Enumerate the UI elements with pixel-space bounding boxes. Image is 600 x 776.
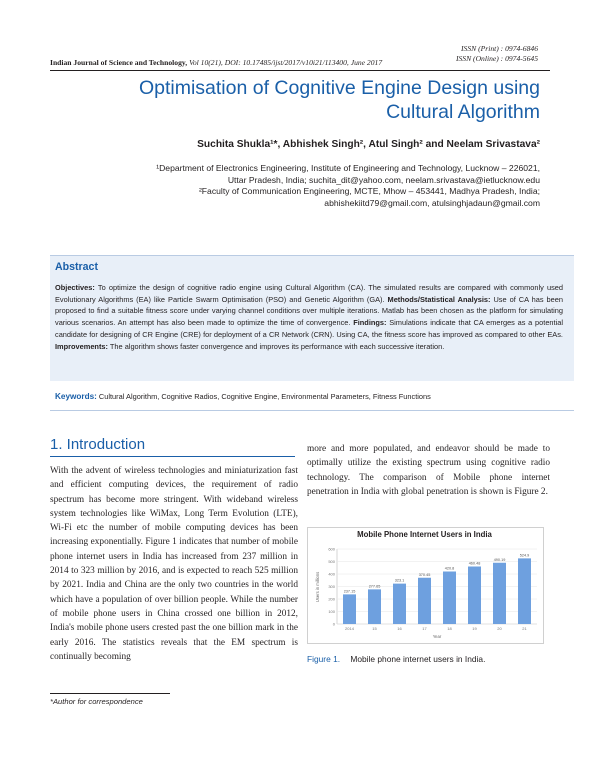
findings-label: Findings: bbox=[353, 318, 387, 328]
bar bbox=[468, 567, 481, 625]
keywords-text: Cultural Algorithm, Cognitive Radios, Cognitive Engine, Environmental Parameters, Fitness Functions bbox=[96, 392, 431, 401]
y-axis-title: Users in millions bbox=[315, 571, 320, 603]
footnote: *Author for correspondence bbox=[50, 697, 143, 706]
keywords-rule bbox=[50, 410, 574, 411]
bar bbox=[393, 584, 406, 624]
bar bbox=[443, 572, 456, 625]
methods-text: Use of CA has been proposed to find a suitable fitness score under varying channel conditions over multiple iterations. Matlab has been chosen as the platform for simulating various scenarios. An attempt has also been made to optimize the time of convergence. bbox=[55, 294, 563, 328]
y-tick-label: 500 bbox=[328, 558, 335, 564]
intro-paragraph-right: more and more populated, and endeavor should be made to optimally utilize the existing spectrum using cognitive radio technology. The comparison of Mobile phone internet penetration in India with global penetration is shown is Figure 2. bbox=[307, 444, 550, 497]
chart-title: Mobile Phone Internet Users in India bbox=[357, 530, 492, 539]
title-line-2: Cultural Algorithm bbox=[386, 101, 540, 123]
figure-caption bbox=[307, 654, 485, 664]
keywords bbox=[55, 392, 565, 401]
bar-data-label: 490.19 bbox=[493, 557, 506, 562]
x-tick-label: 17 bbox=[422, 626, 427, 631]
keywords-label: Keywords: bbox=[55, 392, 97, 401]
bar bbox=[518, 558, 531, 624]
issn-online: ISSN (Online) : 0974-5645 bbox=[455, 54, 538, 63]
author-list: Suchita Shukla¹*, Abhishek Singh², Atul Singh² and Neelam Srivastava² bbox=[197, 139, 540, 150]
abstract-heading: Abstract bbox=[55, 261, 98, 273]
y-tick-label: 200 bbox=[328, 596, 335, 602]
objectives-label: Objectives: bbox=[55, 283, 95, 292]
intro-paragraph-left: With the advent of wireless technologies and miniaturization fast and efficient computing devices, the requirement of radio spectrum has become more stringent. With wideband wireless system technologies like WiMax, Long Term Evolution (LTE), Wi-Fi etc the number of mobile computing devices has been increasing exponentially. Figure 1 indicates that number of mobile phone internet users in India has increased from 237 million in 2014 to 323 million by 2016, and is expected to reach 525 million by 2021. India and China are the only two countries in the world which have a population of over billion people. While the number of mobile phone users in China crossed one billion in 2012, India's mobile phone users crested past the one billion mark in the early 2016. The statistics reveals that the EM spectrum is continually becoming bbox=[50, 466, 298, 662]
citation-details: Vol 10(21), DOI: 10.17485/ijst/2017/v10i21/113400, June 2017 bbox=[189, 58, 383, 67]
y-tick-label: 100 bbox=[328, 608, 335, 614]
y-tick-label: 400 bbox=[328, 571, 335, 577]
x-tick-label: 18 bbox=[447, 626, 452, 631]
bar-data-label: 370.45 bbox=[418, 572, 431, 577]
bar bbox=[493, 563, 506, 624]
figure-caption-text: Mobile phone internet users in India. bbox=[350, 654, 486, 664]
bar bbox=[368, 589, 381, 624]
x-tick-label: 2014 bbox=[345, 626, 354, 631]
header-rule bbox=[50, 70, 550, 71]
objectives-text: To optimize the design of cognitive radio engine using Cultural Algorithm (CA). The simulated results are compared with commonly used Evolutionary Algorithms (EA) like Particle Swarm Optimisation (PSO) and Genetic Algorithm (GA). bbox=[55, 283, 563, 304]
issn-print: ISSN (Print) : 0974-6846 bbox=[461, 44, 538, 53]
bar-series bbox=[343, 553, 531, 631]
section-rule bbox=[50, 456, 295, 457]
journal-citation bbox=[50, 58, 382, 68]
affiliation-line: abhishekiitd79@gmail.com, atulsinghjadaun@gmail.com bbox=[324, 197, 540, 208]
methods-label: Methods/Statistical Analysis: bbox=[387, 294, 491, 304]
x-tick-label: 20 bbox=[497, 626, 502, 631]
title-line-1: Optimisation of Cognitive Engine Design using bbox=[138, 77, 540, 99]
affiliation-line: ¹Department of Electronics Engineering, Institute of Engineering and Technology, Lucknow – 226021, bbox=[156, 163, 540, 173]
y-tick-label: 0 bbox=[332, 621, 335, 627]
y-tick-label: 300 bbox=[328, 583, 335, 589]
footnote-rule bbox=[50, 693, 170, 694]
x-tick-label: 19 bbox=[472, 626, 477, 631]
y-tick-label: 600 bbox=[328, 546, 335, 552]
x-tick-label: 21 bbox=[522, 626, 527, 631]
bar-data-label: 237.15 bbox=[343, 589, 356, 594]
findings-text: Simulations indicate that CA emerges as a potential candidate for designing of CR Engine (CRE) for deployment of a CR Network (CRN). Using CA, the fitness score has improved as compared to other EAs. bbox=[55, 318, 563, 339]
bar-data-label: 277.65 bbox=[368, 584, 381, 589]
x-tick-label: 16 bbox=[397, 626, 402, 631]
figure-label: Figure 1. bbox=[307, 654, 341, 664]
improvements-label: Improvements: bbox=[55, 341, 108, 351]
affiliation-line: Uttar Pradesh, India; suchita_dit@yahoo.com, neelam.srivastava@ietlucknow.edu bbox=[227, 174, 540, 185]
journal-name: Indian Journal of Science and Technology, bbox=[50, 58, 188, 67]
affiliations bbox=[70, 163, 540, 209]
bar-data-label: 323.1 bbox=[394, 578, 405, 583]
improvements-text: The algorithm shows faster convergence and improves its performance with each successive iteration. bbox=[107, 341, 445, 351]
article-title bbox=[80, 76, 540, 124]
abstract-text bbox=[55, 282, 563, 352]
issn-block bbox=[456, 44, 538, 64]
bar-data-label: 420.8 bbox=[444, 566, 455, 571]
bar-data-label: 460.48 bbox=[468, 561, 481, 566]
bar bbox=[418, 578, 431, 624]
bar-chart bbox=[307, 527, 542, 642]
bar bbox=[343, 594, 356, 624]
x-axis-title: Year bbox=[432, 634, 442, 639]
bar-data-label: 524.9 bbox=[519, 553, 530, 558]
affiliation-line: ²Faculty of Communication Engineering, MCTE, Mhow – 453441, Madhya Pradesh, India; bbox=[198, 186, 540, 196]
section-heading-introduction: 1. Introduction bbox=[50, 436, 146, 453]
x-tick-label: 15 bbox=[372, 626, 377, 631]
